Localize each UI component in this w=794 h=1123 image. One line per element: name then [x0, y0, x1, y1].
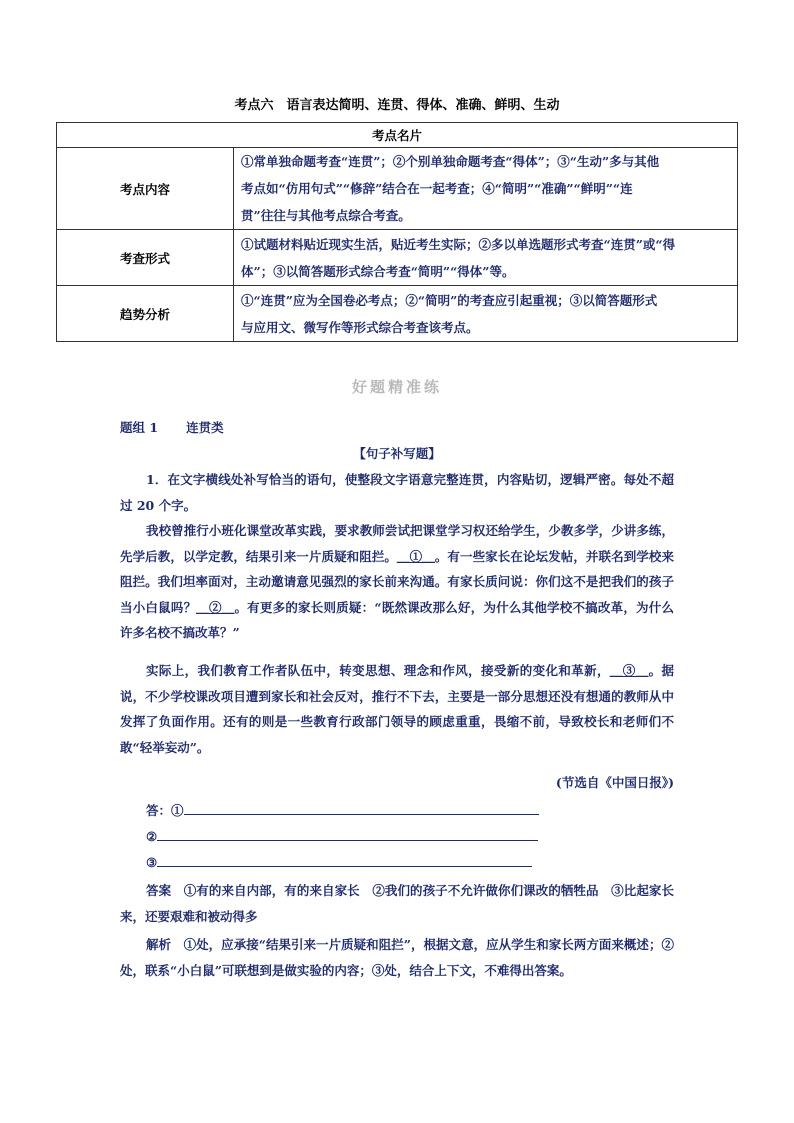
passage-text: 。据说，不少学校课改项目遭到家长和社会反对，推行不下去，主要是一部分思想还没有想通的教师从中发挥了负面作用。还有的则是一些教育行政部门领导的顾虑重重，畏缩不前，导致校长和老师们不敢“轻举妄动”。 — [120, 663, 674, 755]
answer-line-label: 答：① — [146, 803, 184, 818]
answer-block — [120, 878, 674, 929]
passage-text: 。有更多的家长则质疑：“既然课改那么好，为什么其他学校不搞改革，为什么许多名校不搞改革？” — [120, 599, 674, 640]
row-label-trend: 趋势分析 — [57, 286, 234, 342]
section-title: 好题精准练 — [351, 378, 442, 396]
question-type-title: 【句子补写题】 — [353, 446, 441, 461]
group-name: 连贯类 — [186, 420, 224, 435]
answer-line-label: ② — [146, 829, 158, 844]
answer-line-2[interactable] — [146, 824, 538, 850]
table-header: 考点名片 — [57, 123, 738, 148]
answer-line-label: ③ — [146, 855, 158, 870]
passage-paragraph-2 — [120, 658, 674, 760]
question-prompt: 1．在文字横线处补写恰当的语句，使整段文字语意完整连贯，内容贴切，逻辑严密。每处不超过 20 个字。 — [120, 472, 674, 513]
topic-summary-table — [56, 122, 738, 342]
answer-text: ①有的来自内部，有的来自家长 ②我们的孩子不允许做你们课改的牺牲品 ③比起家长来，还要艰难和被动得多 — [120, 883, 674, 924]
passage-text: 我校曾推行小班化课堂改革实践，要求教师尝试把课堂学习权还给学生，少教多学，少讲多练，先学后教，以学定教，结果引来一片质疑和阻拦。 — [120, 523, 674, 564]
content-line: 考点如“仿用句式”“修辞”结合在一起考查；④“简明”“准确”“鲜明”“连 — [241, 181, 633, 196]
answer-label: 答案 — [146, 883, 172, 898]
answer-blank[interactable] — [157, 852, 532, 867]
blank-3: ＿③＿ — [609, 663, 649, 678]
topic-title: 考点六 语言表达简明、连贯、得体、准确、鲜明、生动 — [234, 98, 560, 113]
analysis-label: 解析 — [146, 937, 172, 952]
row-content-trend — [234, 286, 738, 342]
passage-text: 。有一些家长在论坛发帖，并联名到学校来阻拦。我们坦率面对，主动邀请意见强烈的家长前来沟通。有家长质问说：你们这不是把我们的孩子当小白鼠吗？ — [120, 548, 674, 615]
row-label-form: 考查形式 — [57, 230, 234, 286]
answer-line-1[interactable] — [146, 798, 539, 824]
row-label-content: 考点内容 — [57, 148, 234, 230]
content-line: ①“连贯”应为全国卷必考点；②“简明”的考查应引起重视；③以简答题形式 — [241, 292, 658, 308]
analysis-block — [120, 932, 674, 983]
passage-text: 实际上，我们教育工作者队伍中，转变思想、理念和作风，接受新的变化和革新， — [146, 663, 610, 678]
row-content-content — [234, 148, 738, 230]
source-citation: (节选自《中国日报》) — [555, 775, 674, 790]
group-title — [120, 418, 224, 436]
content-line: 与应用文、微写作等形式综合考查该考点。 — [241, 319, 479, 335]
group-number: 题组 1 — [120, 420, 159, 435]
blank-2: ＿②＿ — [196, 599, 235, 615]
blank-1: ＿①＿ — [397, 548, 435, 564]
content-line: ①试题材料贴近现实生活，贴近考生实际；②多以单选题形式考查“连贯”或“得 — [241, 236, 676, 252]
answer-blank[interactable] — [184, 800, 539, 815]
row-content-form — [234, 230, 738, 286]
content-line: ①常单独命题考查“连贯”；②个别单独命题考查“得体”；③“生动”多与其他 — [241, 154, 660, 169]
content-line: 体”；③以简答题形式综合考查“简明”“得体”等。 — [241, 263, 515, 279]
content-line: 贯”往往与其他考点综合考查。 — [241, 208, 411, 223]
analysis-text: ①处，应承接“结果引来一片质疑和阻拦”，根据文意，应从学生和家长两方面来概述；②处，联系“小白鼠”可联想到是做实验的内容；③处，结合上下文，不难得出答案。 — [120, 937, 674, 978]
answer-blank[interactable] — [157, 826, 538, 841]
passage-paragraph-1 — [120, 518, 674, 646]
answer-line-3[interactable] — [146, 850, 532, 876]
